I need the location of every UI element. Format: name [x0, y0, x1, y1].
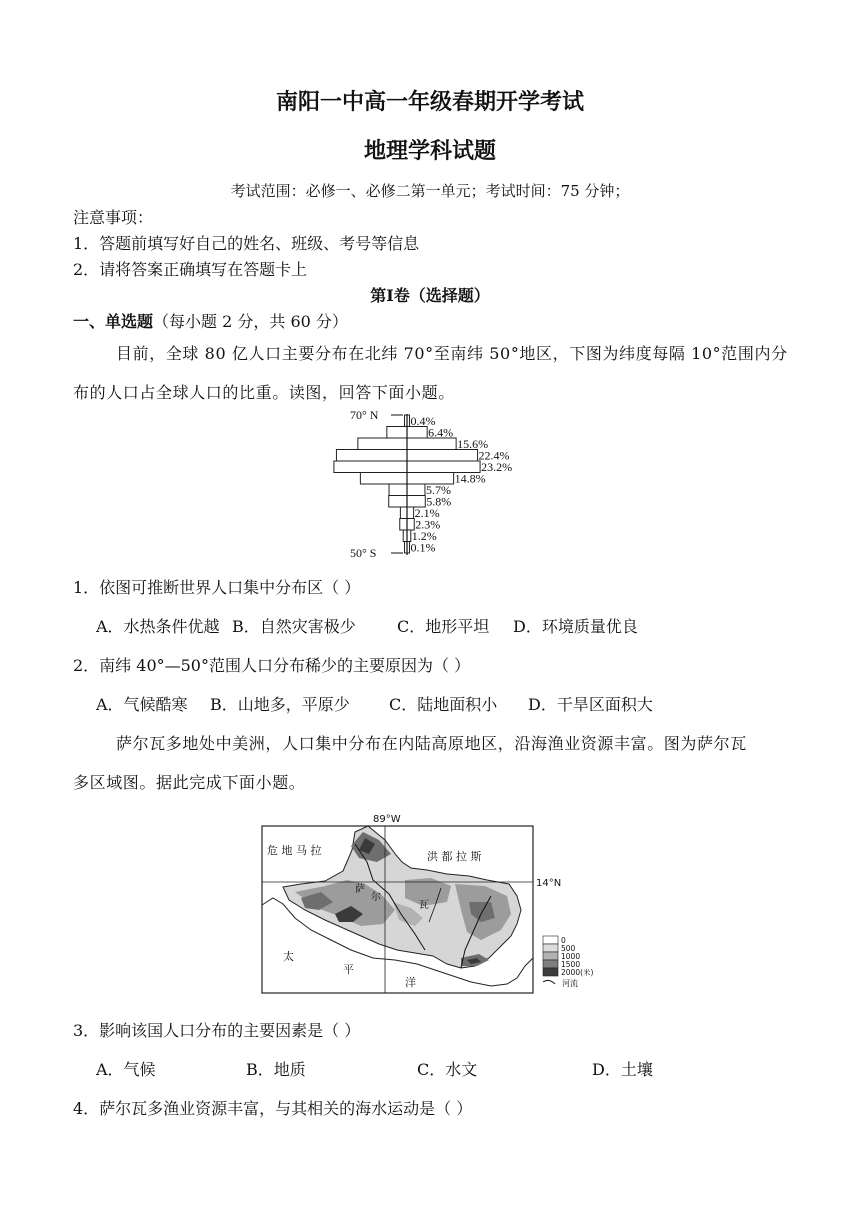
- option-d[interactable]: D．干旱区面积大: [528, 695, 653, 714]
- option-b[interactable]: B．山地多，平原少: [210, 695, 350, 714]
- bar-value-label: 14.8%: [454, 471, 486, 486]
- part-title: 第Ⅰ卷（选择题）: [370, 286, 490, 305]
- river-legend-icon: [543, 980, 555, 984]
- el-salvador-map: [255, 810, 620, 1000]
- bar-value-label: 2.3%: [415, 517, 441, 532]
- bar-value-label: 1.2%: [411, 529, 437, 543]
- bar-value-label: 5.8%: [426, 494, 452, 509]
- note-item: 1．答题前填写好自己的姓名、班级、考号等信息: [73, 234, 420, 253]
- ocean-label: 平: [343, 963, 354, 976]
- section-label: 一、单选题: [73, 312, 154, 331]
- country-char: 尔: [371, 892, 381, 903]
- legend-label: 500: [561, 944, 576, 953]
- exam-scope: 考试范围：必修一、必修二第一单元；考试时间：75 分钟；: [230, 182, 630, 200]
- option-d[interactable]: D．土壤: [592, 1060, 653, 1079]
- legend-label: 2000(米): [561, 968, 594, 977]
- option-c[interactable]: C．陆地面积小: [389, 695, 498, 714]
- bar-value-label: 0.1%: [410, 540, 436, 555]
- bar-value-label: 5.7%: [425, 483, 451, 497]
- subject-title: 地理学科试题: [363, 138, 496, 164]
- bar-value-label: 22.4%: [478, 448, 510, 463]
- bar-value-label: 6.4%: [428, 425, 454, 440]
- question-1-stem: 1．依图可推断世界人口集中分布区（ ）: [73, 578, 361, 597]
- legend-label: 1000: [561, 952, 581, 961]
- passage-line: 多区域图。据此完成下面小题。: [73, 773, 306, 792]
- option-a[interactable]: A．气候: [96, 1060, 156, 1079]
- notes-heading: 注意事项：: [73, 208, 154, 227]
- option-c[interactable]: C．水文: [417, 1060, 478, 1079]
- question-2-stem: 2．南纬 40°—50°范围人口分布稀少的主要原因为（ ）: [73, 656, 471, 675]
- section-heading: [73, 309, 348, 332]
- bar-value-label: 15.6%: [457, 437, 489, 451]
- option-a[interactable]: A．水热条件优越: [96, 617, 220, 636]
- honduras-label: 洪 都 拉 斯: [427, 850, 482, 863]
- question-4-stem: 4．萨尔瓦多渔业资源丰富，与其相关的海水运动是（ ）: [73, 1099, 473, 1118]
- option-d[interactable]: D．环境质量优良: [513, 617, 638, 636]
- exam-title: 南阳一中高一年级春期开学考试: [275, 89, 584, 115]
- population-latitude-chart: [245, 405, 625, 565]
- passage-line: 布的人口占全球人口的比重。读图，回答下面小题。: [73, 383, 455, 402]
- legend-swatch: [543, 936, 558, 944]
- legend-swatch: [543, 960, 558, 968]
- section-note: （每小题 2 分，共 60 分）: [153, 312, 348, 331]
- bar-value-label: 2.1%: [414, 506, 440, 520]
- passage-line: 萨尔瓦多地处中美洲，人口集中分布在内陆高原地区，沿海渔业资源丰富。图为萨尔瓦: [116, 734, 747, 753]
- option-b[interactable]: B．地质: [246, 1060, 306, 1079]
- option-c[interactable]: C．地形平坦: [397, 617, 490, 636]
- bottom-latitude-label: 50° S: [350, 546, 377, 560]
- question-3-stem: 3．影响该国人口分布的主要因素是（ ）: [73, 1021, 361, 1040]
- legend-label: 1500: [561, 960, 581, 969]
- country-char: 瓦: [419, 900, 429, 911]
- country-char: 萨: [355, 884, 365, 895]
- elevation-legend: [543, 936, 594, 977]
- legend-swatch: [543, 944, 558, 952]
- latitude-label: 14°N: [536, 878, 562, 889]
- longitude-label: 89°W: [373, 814, 401, 825]
- legend-swatch: [543, 952, 558, 960]
- ocean-label: 太: [283, 950, 294, 963]
- bar-value-label: 0.4%: [410, 414, 436, 428]
- option-b[interactable]: B．自然灾害极少: [232, 617, 356, 636]
- top-latitude-label: 70° N: [350, 408, 379, 422]
- note-item: 2．请将答案正确填写在答题卡上: [73, 260, 308, 279]
- option-a[interactable]: A．气候酷寒: [96, 695, 188, 714]
- guatemala-label: 危 地 马 拉: [267, 844, 322, 857]
- ocean-label: 洋: [405, 976, 416, 989]
- legend-swatch: [543, 968, 558, 976]
- passage-line: 目前，全球 80 亿人口主要分布在北纬 70°至南纬 50°地区，下图为纬度每隔 10°范围内分: [116, 344, 788, 363]
- river-legend-label: 河流: [562, 979, 578, 988]
- legend-label: 0: [561, 936, 566, 945]
- bar-value-label: 23.2%: [481, 460, 513, 474]
